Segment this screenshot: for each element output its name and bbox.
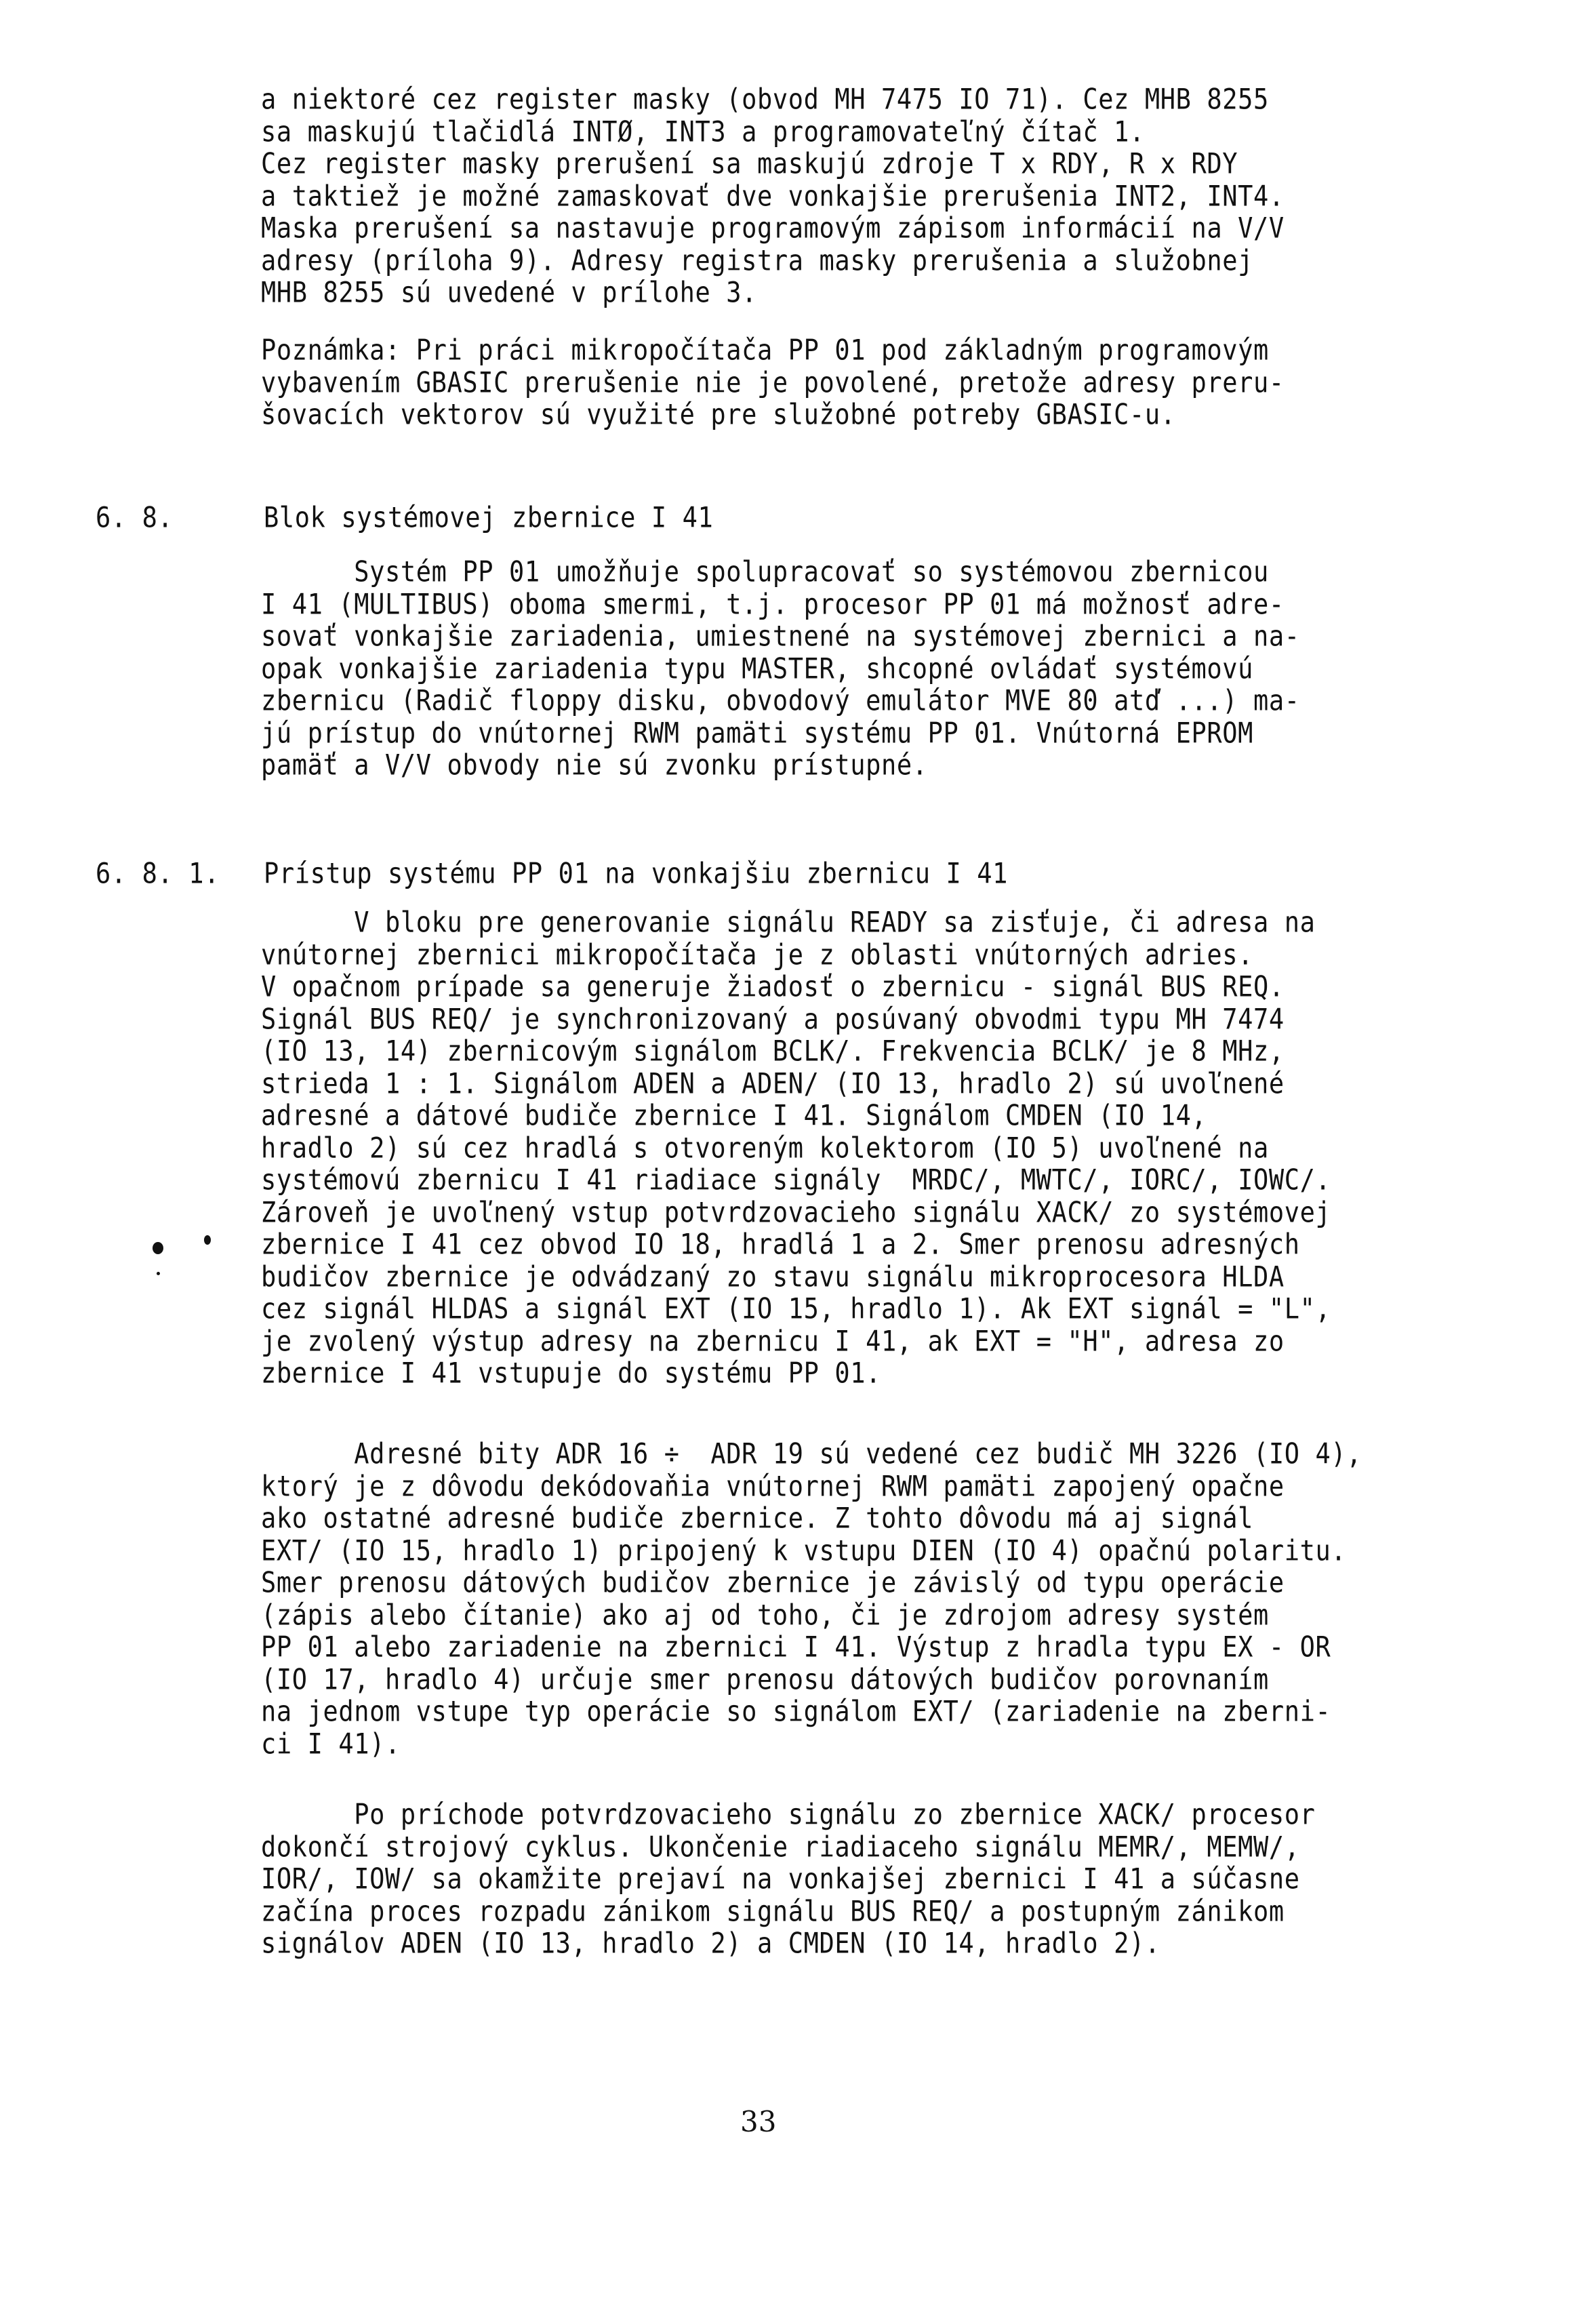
- text-line: je zvolený výstup adresy na zbernicu I 41, ak EXT = "H", adresa zo: [261, 1324, 1285, 1357]
- section-6-8-number: 6. 8.: [96, 501, 174, 534]
- section-6-8-1-number: 6. 8. 1.: [96, 857, 220, 890]
- section-6-8-1-paragraph-2: [261, 1436, 1481, 1758]
- text-line: systémovú zbernicu I 41 riadiace signály MRDC/, MWTC/, IORC/, IOWC/.: [261, 1163, 1331, 1197]
- text-line: (IO 13, 14) zbernicovým signálom BCLK/. Frekvencia BCLK/ je 8 MHz,: [261, 1035, 1285, 1068]
- section-6-8-1-paragraph-3: [261, 1797, 1481, 1958]
- text-line: ci I 41).: [261, 1727, 401, 1760]
- text-line: ktorý je z dôvodu dekódovaňia vnútornej RWM pamäti zapojený opačne: [261, 1469, 1285, 1502]
- section-6-8-paragraph: [261, 554, 1481, 780]
- text-line: MHB 8255 sú uvedené v prílohe 3.: [261, 276, 758, 309]
- text-line: IOR/, IOW/ sa okamžite prejaví na vonkajšej zbernici I 41 a súčasne: [261, 1862, 1300, 1896]
- section-6-8-1-paragraph-1: [261, 904, 1481, 1388]
- text-line: PP 01 alebo zariadenie na zbernici I 41. Výstup z hradla typu EX - OR: [261, 1630, 1331, 1664]
- text-line: Smer prenosu dátových budičov zbernice je závislý od typu operácie: [261, 1566, 1285, 1599]
- text-line: začína proces rozpadu zánikom signálu BUS REQ/ a postupným zánikom: [261, 1894, 1285, 1927]
- text-line: V opačnom prípade sa generuje žiadosť o zbernicu - signál BUS REQ.: [261, 970, 1285, 1003]
- text-line: vybavením GBASIC prerušenie nie je povolené, pretože adresy preru-: [261, 365, 1285, 399]
- text-line: I 41 (MULTIBUS) oboma smermi, t.j. procesor PP 01 má možnosť adre-: [261, 587, 1285, 620]
- text-line: ako ostatné adresné budiče zbernice. Z tohto dôvodu má aj signál: [261, 1502, 1254, 1535]
- scan-speck: [204, 1235, 211, 1245]
- text-line: sa maskujú tlačidlá INTØ, INT3 a programovateľný čítač 1.: [261, 115, 1145, 148]
- text-line: opak vonkajšie zariadenia typu MASTER, shcopné ovládať systémovú: [261, 652, 1254, 685]
- text-line: Systém PP 01 umožňuje spolupracovať so systémovou zbernicou: [261, 555, 1269, 588]
- text-line: zbernicu (Radič floppy disku, obvodový emulátor MVE 80 atď ...) ma-: [261, 684, 1300, 717]
- intro-paragraph: [261, 81, 1481, 307]
- text-line: Maska prerušení sa nastavuje programovým zápisom informácií na V/V: [261, 212, 1285, 245]
- text-line: EXT/ (IO 15, hradlo 1) pripojený k vstupu DIEN (IO 4) opačnú polaritu.: [261, 1534, 1347, 1567]
- section-6-8-1-title: Prístup systému PP 01 na vonkajšiu zbernicu I 41: [264, 857, 1009, 890]
- text-line: na jednom vstupe typ operácie so signálom EXT/ (zariadenie na zberni-: [261, 1695, 1331, 1728]
- text-line: strieda 1 : 1. Signálom ADEN a ADEN/ (IO 13, hradlo 2) sú uvoľnené: [261, 1066, 1285, 1100]
- text-line: budičov zbernice je odvádzaný zo stavu signálu mikroprocesora HLDA: [261, 1260, 1285, 1293]
- text-line: jú prístup do vnútornej RWM pamäti systému PP 01. Vnútorná EPROM: [261, 716, 1254, 749]
- text-line: zbernice I 41 cez obvod IO 18, hradlá 1 a 2. Smer prenosu adresných: [261, 1228, 1300, 1261]
- text-line: hradlo 2) sú cez hradlá s otvoreným kolektorom (IO 5) uvoľnené na: [261, 1131, 1269, 1164]
- text-line: šovacích vektorov sú využité pre služobné potreby GBASIC-u.: [261, 398, 1176, 431]
- text-line: V bloku pre generovanie signálu READY sa zisťuje, či adresa na: [261, 906, 1316, 939]
- text-line: Cez register masky prerušení sa maskujú zdroje T x RDY, R x RDY: [261, 147, 1238, 180]
- text-line: a niektoré cez register masky (obvod MH 7475 IO 71). Cez MHB 8255: [261, 83, 1269, 116]
- text-line: sovať vonkajšie zariadenia, umiestnené na systémovej zbernici a na-: [261, 620, 1300, 653]
- scan-speck: [157, 1272, 160, 1275]
- text-line: (IO 17, hradlo 4) určuje smer prenosu dátových budičov porovnaním: [261, 1662, 1269, 1696]
- text-line: Adresné bity ADR 16 ÷ ADR 19 sú vedené cez budič MH 3226 (IO 4),: [261, 1437, 1362, 1470]
- text-line: a taktiež je možné zamaskovať dve vonkajšie prerušenia INT2, INT4.: [261, 179, 1285, 212]
- section-6-8-title: Blok systémovej zbernice I 41: [264, 501, 714, 534]
- text-line: adresné a dátové budiče zbernice I 41. Signálom CMDEN (IO 14,: [261, 1099, 1207, 1132]
- text-line: Po príchode potvrdzovacieho signálu zo zbernice XACK/ procesor: [261, 1798, 1316, 1831]
- text-line: Poznámka: Pri práci mikropočítača PP 01 pod základným programovým: [261, 334, 1269, 367]
- text-line: Zároveň je uvoľnený vstup potvrdzovacieho signálu XACK/ zo systémovej: [261, 1195, 1331, 1228]
- text-line: vnútornej zbernici mikropočítača je z oblasti vnútorných adries.: [261, 938, 1254, 971]
- text-line: zbernice I 41 vstupuje do systému PP 01.: [261, 1357, 882, 1390]
- note-paragraph: [261, 332, 1481, 429]
- text-line: dokončí strojový cyklus. Ukončenie riadiaceho signálu MEMR/, MEMW/,: [261, 1830, 1300, 1863]
- text-line: (zápis alebo čítanie) ako aj od toho, či je zdrojom adresy systém: [261, 1598, 1269, 1631]
- text-line: Signál BUS REQ/ je synchronizovaný a posúvaný obvodmi typu MH 7474: [261, 1002, 1285, 1035]
- scan-speck: [153, 1242, 163, 1254]
- text-line: adresy (príloha 9). Adresy registra masky prerušenia a služobnej: [261, 243, 1254, 277]
- text-line: cez signál HLDAS a signál EXT (IO 15, hradlo 1). Ak EXT signál = "L",: [261, 1292, 1331, 1325]
- page-number: 33: [740, 2105, 777, 2138]
- text-line: pamäť a V/V obvody nie sú zvonku prístupné.: [261, 748, 928, 782]
- text-line: signálov ADEN (IO 13, hradlo 2) a CMDEN (IO 14, hradlo 2).: [261, 1927, 1160, 1960]
